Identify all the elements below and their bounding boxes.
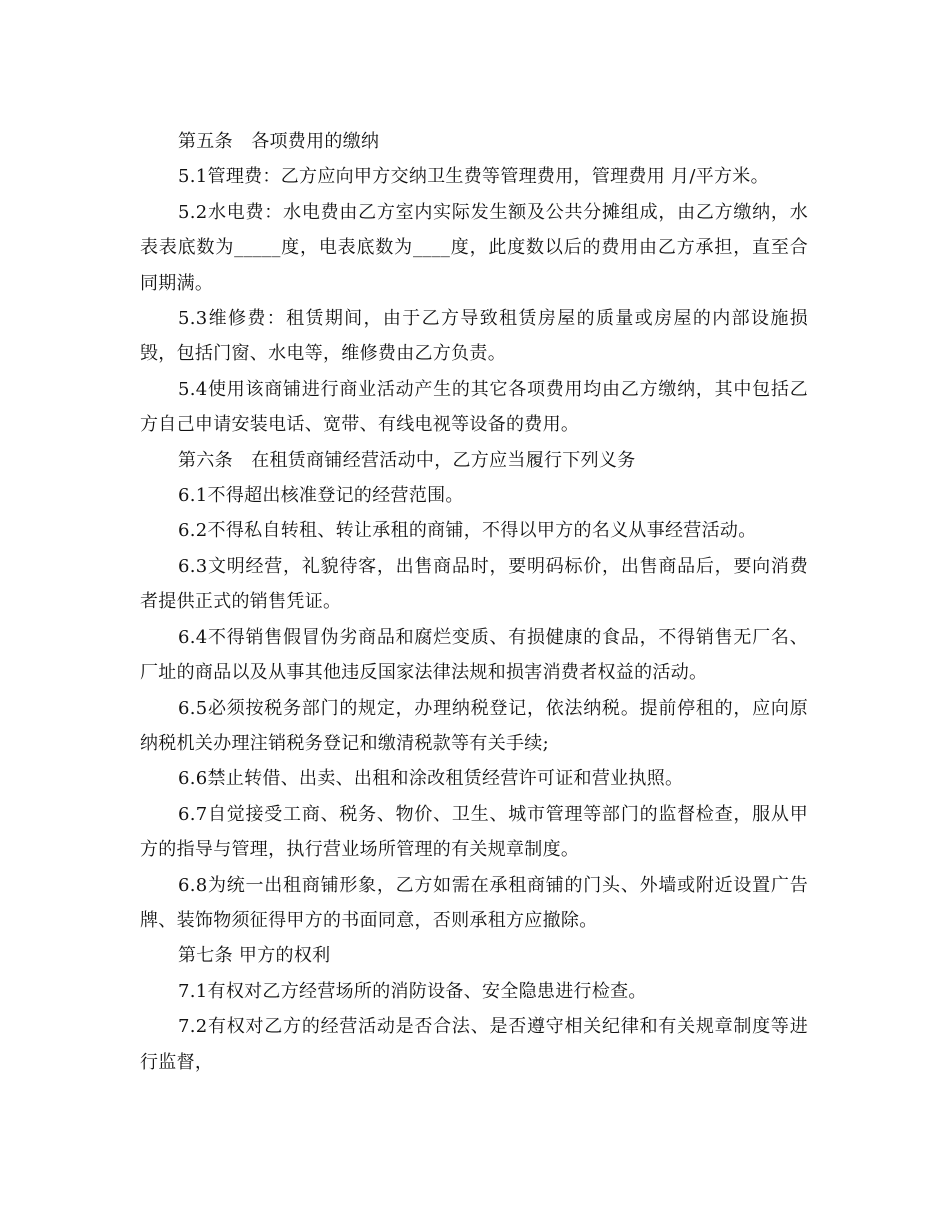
- clause-6-7: 6.7自觉接受工商、税务、物价、卫生、城市管理等部门的监督检查，服从甲方的指导与管理，执行营业场所管理的有关规章制度。: [140, 803, 808, 861]
- clause-7-1: 7.1有权对乙方经营场所的消防设备、安全隐患进行检查。: [178, 980, 647, 1002]
- clause-6-2: 6.2不得私自转租、转让承租的商铺，不得以甲方的名义从事经营活动。: [178, 520, 757, 542]
- document-body: [140, 124, 808, 1080]
- clause-5-4: 5.4使用该商铺进行商业活动产生的其它各项费用均由乙方缴纳，其中包括乙方自己申请安装电话、宽带、有线电视等设备的费用。: [140, 378, 808, 436]
- article-6-heading: 第六条 在租赁商铺经营活动中，乙方应当履行下列义务: [178, 449, 636, 471]
- article-5-heading: 第五条 各项费用的缴纳: [178, 131, 380, 152]
- clause-6-6: 6.6禁止转借、出卖、出租和涂改租赁经营许可证和营业执照。: [178, 768, 684, 790]
- clause-6-1: 6.1不得超出核准登记的经营范围。: [178, 485, 464, 507]
- article-7-heading: 第七条 甲方的权利: [178, 945, 331, 967]
- clause-5-2: 5.2水电费：水电费由乙方室内实际发生额及公共分摊组成，由乙方缴纳，水表表底数为_____度，电表底数为____度，此度数以后的费用由乙方承担，直至合同期满。: [140, 201, 808, 294]
- clause-6-5: 6.5必须按税务部门的规定，办理纳税登记，依法纳税。提前停租的，应向原纳税机关办理注销税务登记和缴清税款等有关手续;: [140, 697, 808, 754]
- clause-6-3: 6.3文明经营，礼貌待客，出售商品时，要明码标价，出售商品后，要向消费者提供正式的销售凭证。: [140, 555, 808, 613]
- clause-6-4: 6.4不得销售假冒伪劣商品和腐烂变质、有损健康的食品，不得销售无厂名、厂址的商品以及从事其他违反国家法律法规和损害消费者权益的活动。: [140, 626, 808, 684]
- clause-5-1: 5.1管理费：乙方应向甲方交纳卫生费等管理费用，管理费用 月/平方米。: [178, 166, 769, 188]
- clause-5-3: 5.3维修费：租赁期间，由于乙方导致租赁房屋的质量或房屋的内部设施损毁，包括门窗、水电等，维修费由乙方负责。: [140, 308, 808, 365]
- clause-6-8: 6.8为统一出租商铺形象，乙方如需在承租商铺的门头、外墙或附近设置广告牌、装饰物须征得甲方的书面同意，否则承租方应撤除。: [140, 874, 808, 931]
- clause-7-2: 7.2有权对乙方的经营活动是否合法、是否遵守相关纪律和有关规章制度等进行监督，: [140, 1016, 808, 1073]
